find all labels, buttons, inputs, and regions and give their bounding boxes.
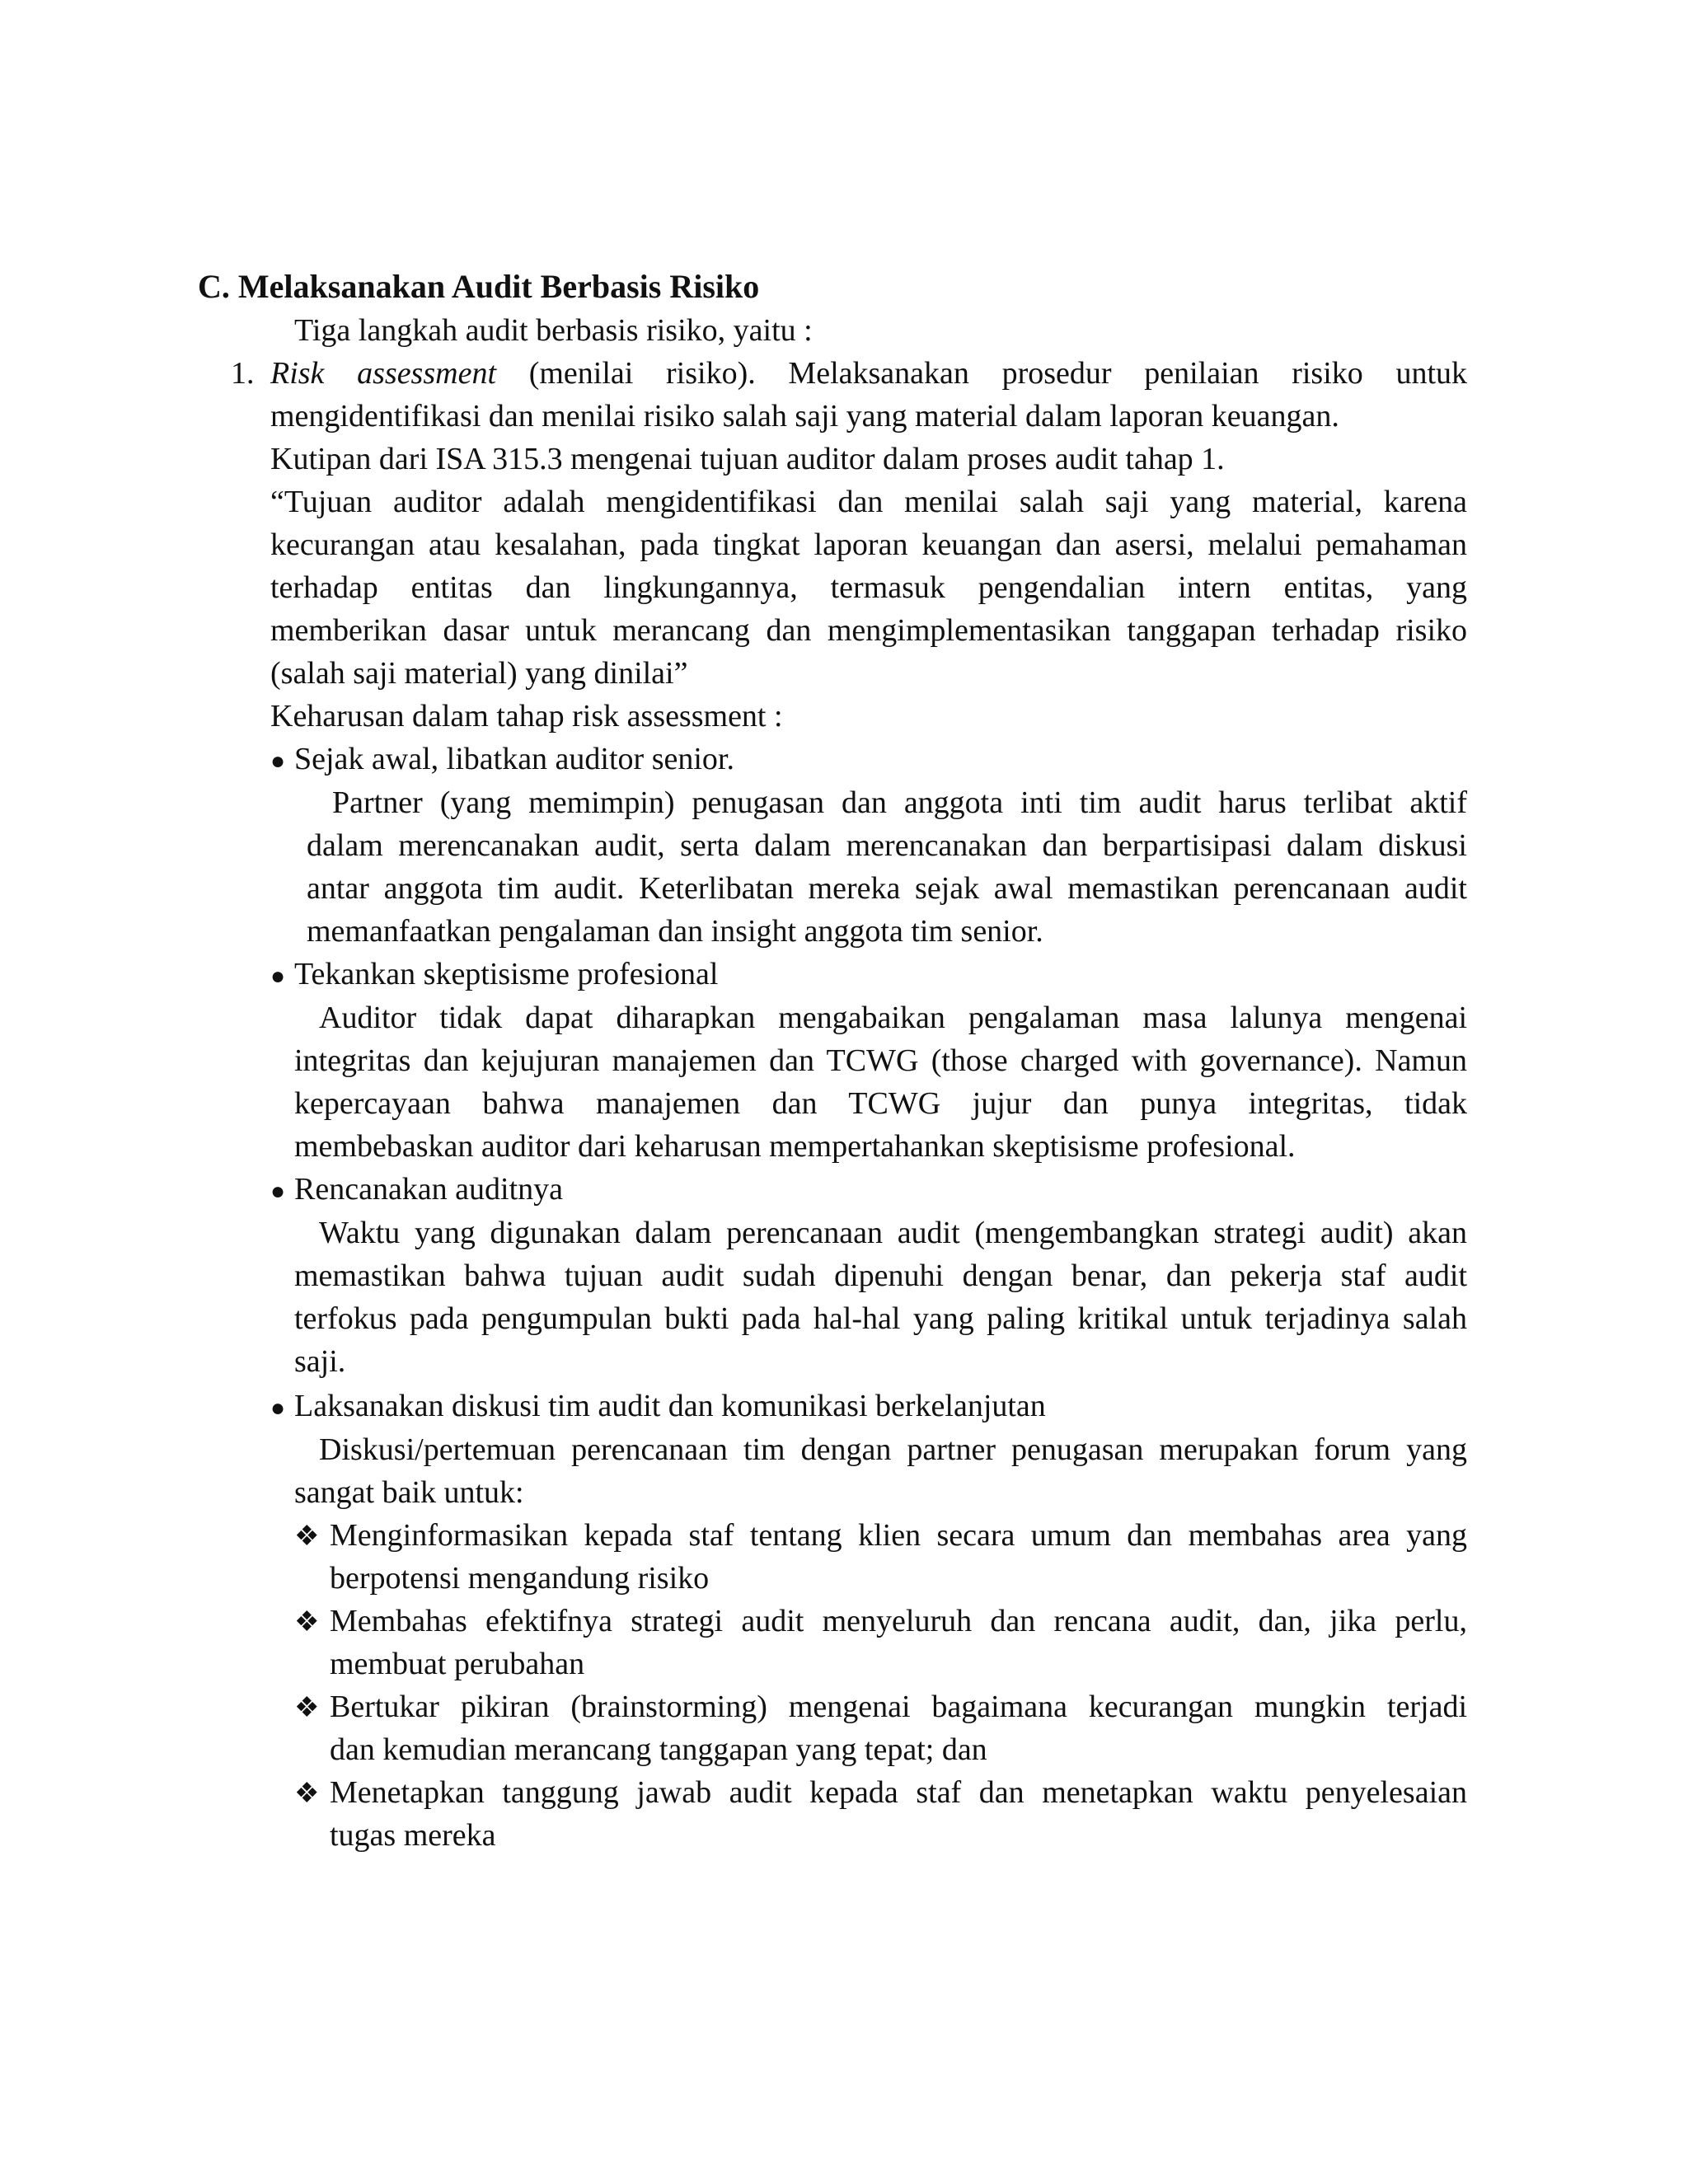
bullet-body-line: Auditor tidak dapat diharapkan mengabaikan pengalaman masa lalunya mengenai	[319, 1001, 1467, 1035]
bullet-title: Rencanakan auditnya	[294, 1172, 564, 1207]
step-first-line-rest: (menilai risiko). Melaksanakan prosedur penilaian risiko untuk	[528, 356, 1467, 391]
quote-line: terhadap entitas dan lingkungannya, termasuk pengendalian intern entitas, yang	[270, 570, 1467, 605]
bullet-icon: ●	[270, 1178, 286, 1205]
bullet-icon: ●	[270, 963, 286, 990]
sub-item-line: dan kemudian merancang tanggapan yang tepat; dan	[330, 1732, 987, 1767]
step-description: mengidentifikasi dan menilai risiko salah saji yang material dalam laporan keuangan.	[270, 399, 1339, 434]
step-term: Risk assessment	[270, 356, 496, 391]
bullet-title: Sejak awal, libatkan auditor senior.	[294, 742, 734, 776]
section-intro: Tiga langkah audit berbasis risiko, yaitu :	[294, 313, 813, 348]
sub-item-line: Bertukar pikiran (brainstorming) mengenai bagaimana kecurangan mungkin terjadi	[330, 1690, 1467, 1724]
sub-item-line: membuat perubahan	[330, 1647, 585, 1681]
bullet-body-line: terfokus pada pengumpulan bukti pada hal-hal yang paling kritikal untuk terjadinya salah	[294, 1301, 1467, 1336]
bullet-body-line: antar anggota tim audit. Keterlibatan mereka sejak awal memastikan perencanaan audit	[307, 871, 1467, 906]
bullet-body-line: Diskusi/pertemuan perencanaan tim dengan partner penugasan merupakan forum yang	[319, 1432, 1467, 1467]
diamond-bullet-icon: ❖	[294, 1521, 320, 1552]
bullet-body-line: memanfaatkan pengalaman dan insight anggota tim senior.	[307, 914, 1043, 949]
bullet-body-line: integritas dan kejujuran manajemen dan TCWG (those charged with governance). Namun	[294, 1043, 1467, 1078]
sub-item-line: Menginformasikan kepada staf tentang klien secara umum dan membahas area yang	[330, 1518, 1467, 1553]
sub-item-line: Menetapkan tanggung jawab audit kepada staf dan menetapkan waktu penyelesaian	[330, 1775, 1467, 1810]
bullet-body-line: kepercayaan bahwa manajemen dan TCWG jujur dan punya integritas, tidak	[294, 1086, 1467, 1121]
bullet-body-line: Partner (yang memimpin) penugasan dan anggota inti tim audit harus terlibat aktif	[332, 785, 1467, 820]
quote-line: kecurangan atau kesalahan, pada tingkat laporan keuangan dan asersi, melalui pemahaman	[270, 527, 1467, 562]
bullet-title: Tekankan skeptisisme profesional	[294, 957, 719, 991]
bullet-body-line: saji.	[294, 1344, 346, 1379]
bullet-body-line: sangat baik untuk:	[294, 1475, 524, 1510]
requirements-title: Keharusan dalam tahap risk assessment :	[270, 699, 783, 733]
section-heading: C. Melaksanakan Audit Berbasis Risiko	[198, 268, 760, 305]
sub-item-line: tugas mereka	[330, 1818, 496, 1853]
sub-item-line: Membahas efektifnya strategi audit menyeluruh dan rencana audit, dan, jika perlu,	[330, 1604, 1467, 1638]
quote-line: “Tujuan auditor adalah mengidentifikasi dan menilai salah saji yang material, karena	[270, 485, 1467, 519]
bullet-body-line: Waktu yang digunakan dalam perencanaan audit (mengembangkan strategi audit) akan	[319, 1216, 1467, 1250]
diamond-bullet-icon: ❖	[294, 1693, 320, 1723]
bullet-body-line: membebaskan auditor dari keharusan mempertahankan skeptisisme profesional.	[294, 1129, 1296, 1164]
quote-line: memberikan dasar untuk merancang dan mengimplementasikan tanggapan terhadap risiko	[270, 613, 1467, 648]
diamond-bullet-icon: ❖	[294, 1607, 320, 1638]
bullet-icon: ●	[270, 748, 286, 775]
bullet-title: Laksanakan diskusi tim audit dan komunikasi berkelanjutan	[294, 1389, 1046, 1423]
bullet-body-line: memastikan bahwa tujuan audit sudah dipenuhi dengan benar, dan pekerja staf audit	[294, 1258, 1467, 1293]
step-citation: Kutipan dari ISA 315.3 mengenai tujuan auditor dalam proses audit tahap 1.	[270, 442, 1225, 476]
sub-item-line: berpotensi mengandung risiko	[330, 1561, 710, 1596]
quote-line: (salah saji material) yang dinilai”	[270, 656, 688, 691]
bullet-body-line: dalam merencanakan audit, serta dalam merencanakan dan berpartisipasi dalam diskusi	[307, 828, 1467, 863]
bullet-icon: ●	[270, 1394, 286, 1422]
step-number: 1.	[231, 356, 255, 391]
diamond-bullet-icon: ❖	[294, 1779, 320, 1809]
step-first-line	[270, 352, 1467, 396]
